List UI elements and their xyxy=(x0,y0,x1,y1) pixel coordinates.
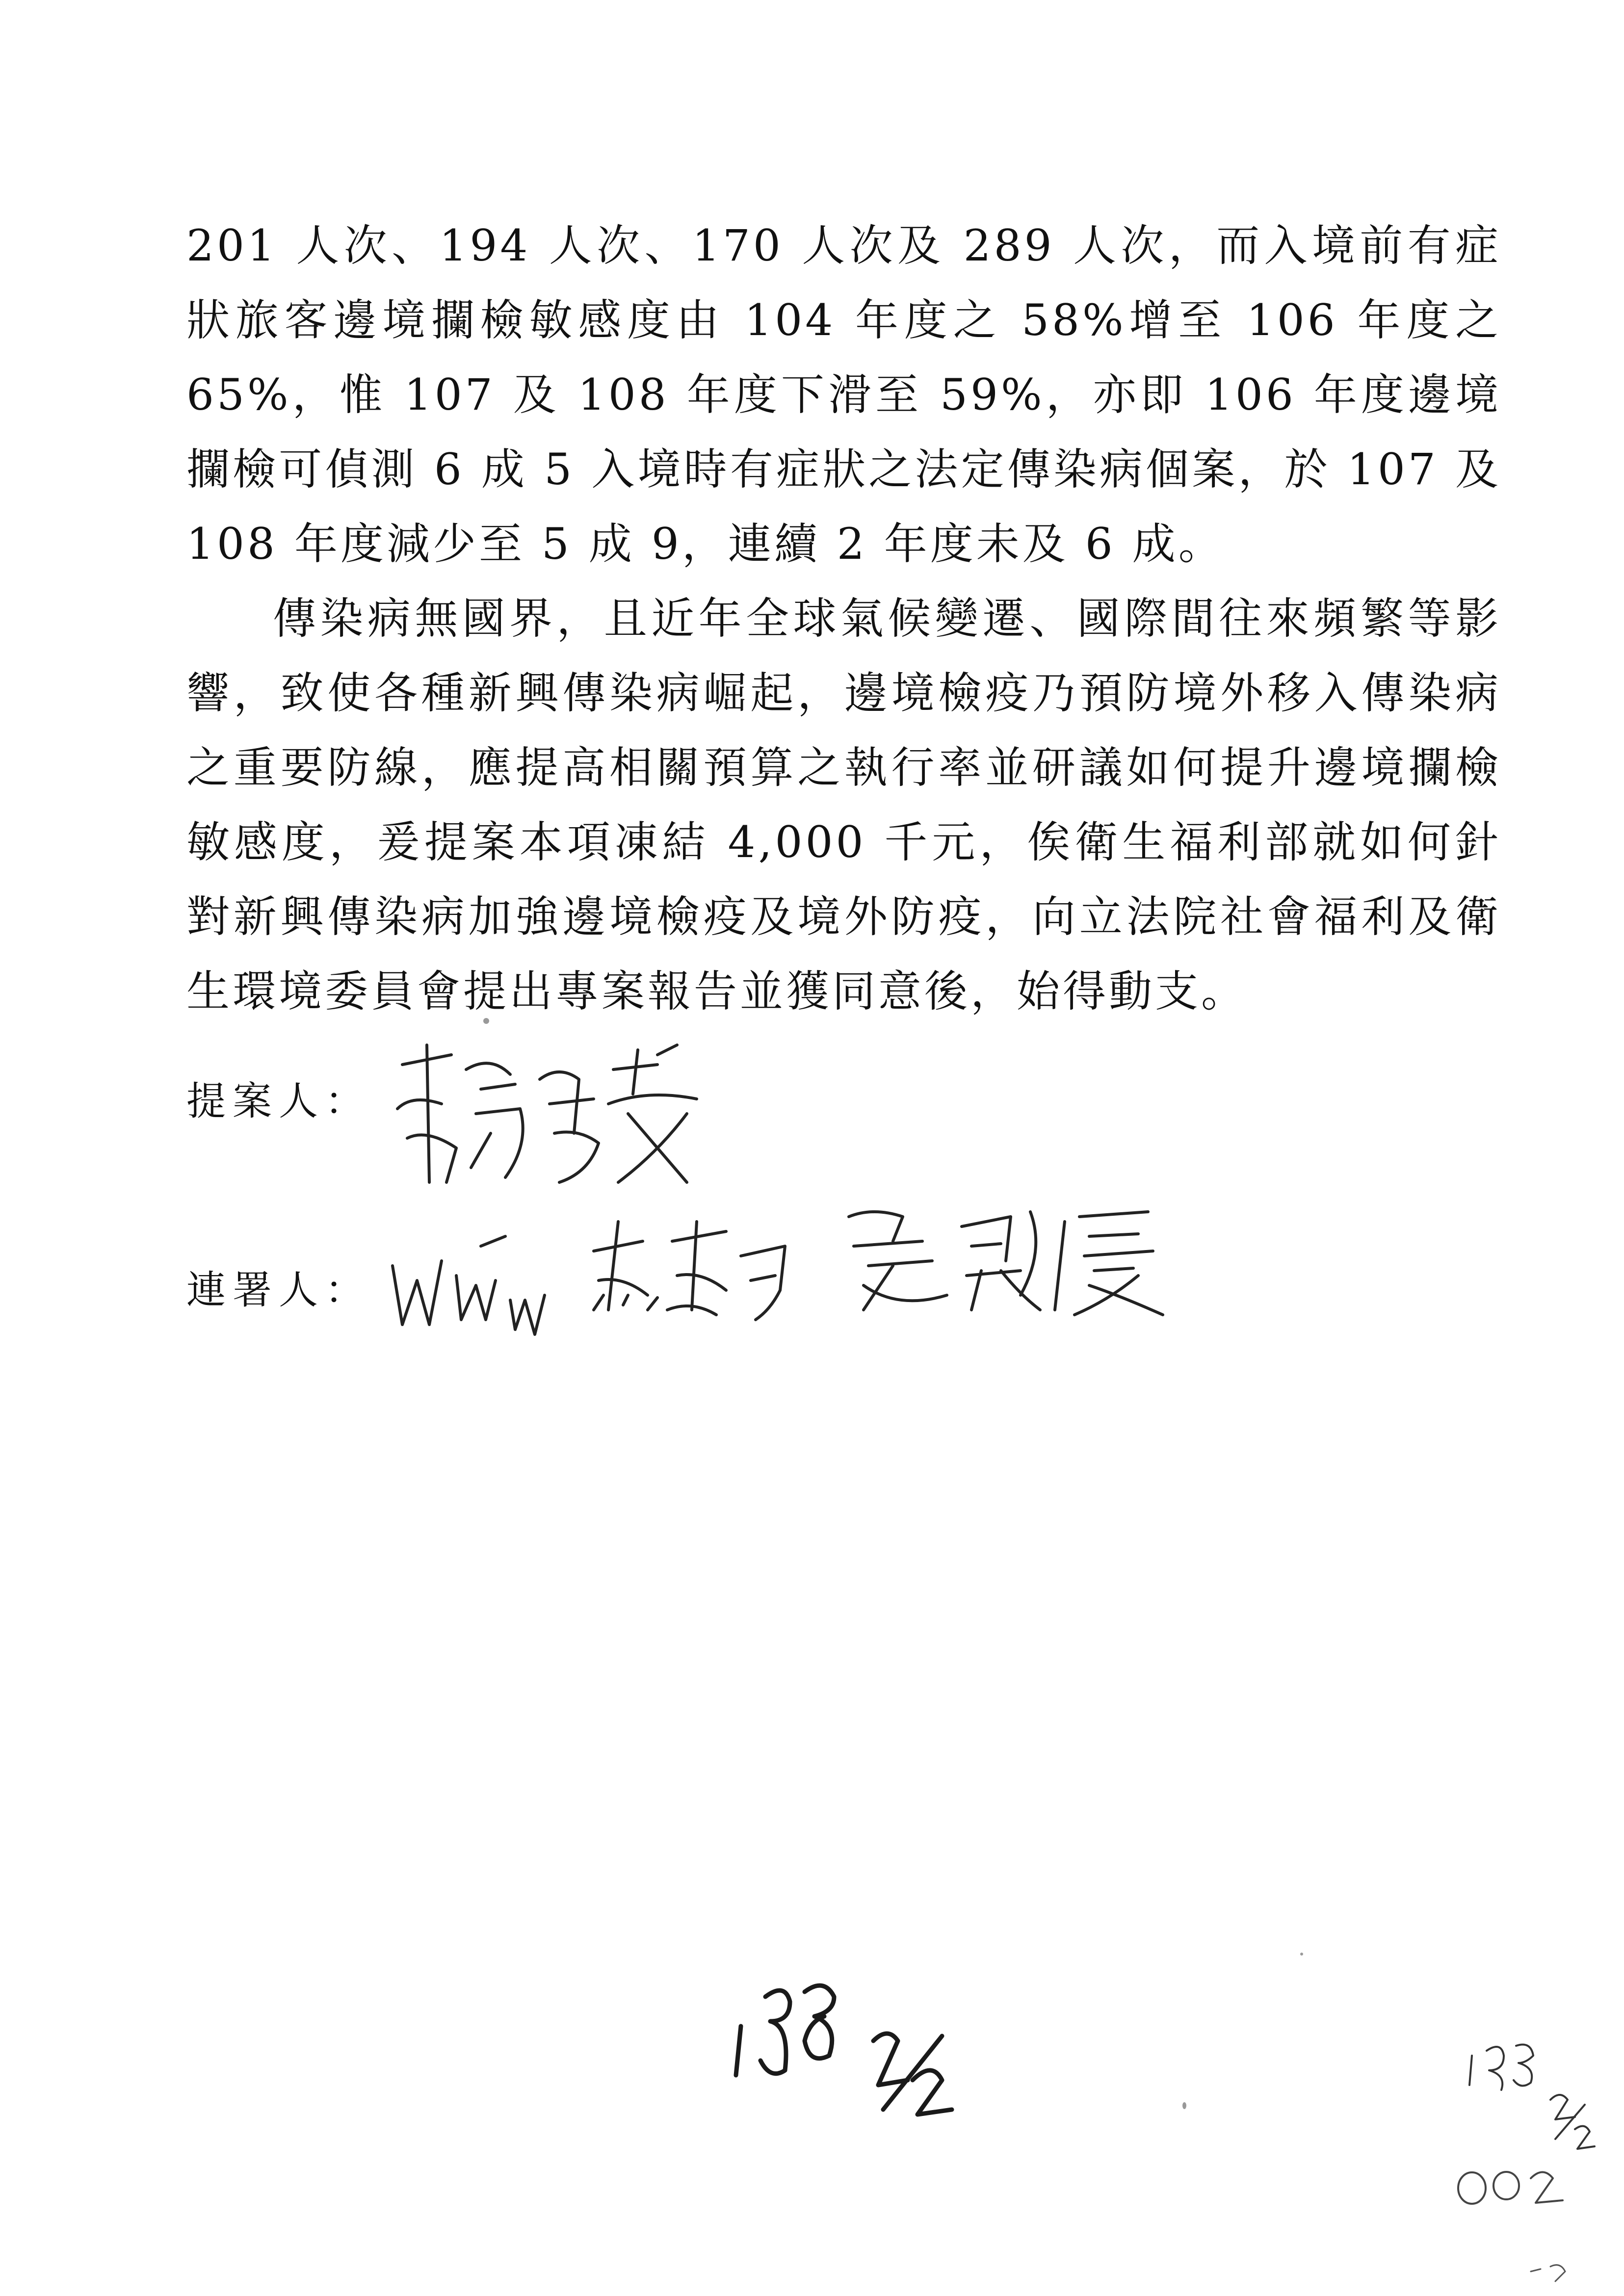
paragraph-2: 傳染病無國界，且近年全球氣候變遷、國際間往來頻繁等影響，致使各種新興傳染病崛起，邊境檢疫乃預防境外移入傳染病之重要防線，應提高相關預算之執行率並研議如何提升邊境攔檢敏感度，爰提案本項凍結 4,000 千元，俟衛生福利部就如何針對新興傳染病加強邊境檢疫及境外防疫，向立法院社會福利及衛生環境委員會提出專案報告並獲同意後，始得動支。 xyxy=(186,593,1501,1017)
cosigner-signature-2 xyxy=(579,1212,805,1325)
scan-speck xyxy=(1300,1953,1303,1956)
paragraph-1: 201 人次、194 人次、170 人次及 289 人次，而入境前有症狀旅客邊境攔檢敏感度由 104 年度之 58%增至 106 年度之 65%，惟 107 及 108 年度下滑至 59%，亦即 106 年度邊境攔檢可偵測 6 成 5 入境時有症狀之法定傳染病個案，於 107 及 108 年度減少至 5 成 9，連續 2 年度未及 6 成。 xyxy=(186,220,1501,569)
corner-number-handwritten xyxy=(1462,2036,1599,2154)
cosigner-signature-1 xyxy=(383,1226,559,1339)
corner-mark-handwritten xyxy=(1526,2257,1575,2286)
cosigner-signature-3 xyxy=(834,1197,1178,1325)
page-number-handwritten xyxy=(726,1962,981,2124)
document-body xyxy=(186,209,1501,1029)
proposer-signature xyxy=(383,1035,736,1197)
corner-code-handwritten xyxy=(1452,2159,1580,2218)
cosigner-label: 連署人： xyxy=(186,1267,371,1313)
scan-speck xyxy=(483,1018,489,1024)
scan-speck xyxy=(1182,2102,1186,2109)
proposer-label: 提案人： xyxy=(186,1078,371,1124)
